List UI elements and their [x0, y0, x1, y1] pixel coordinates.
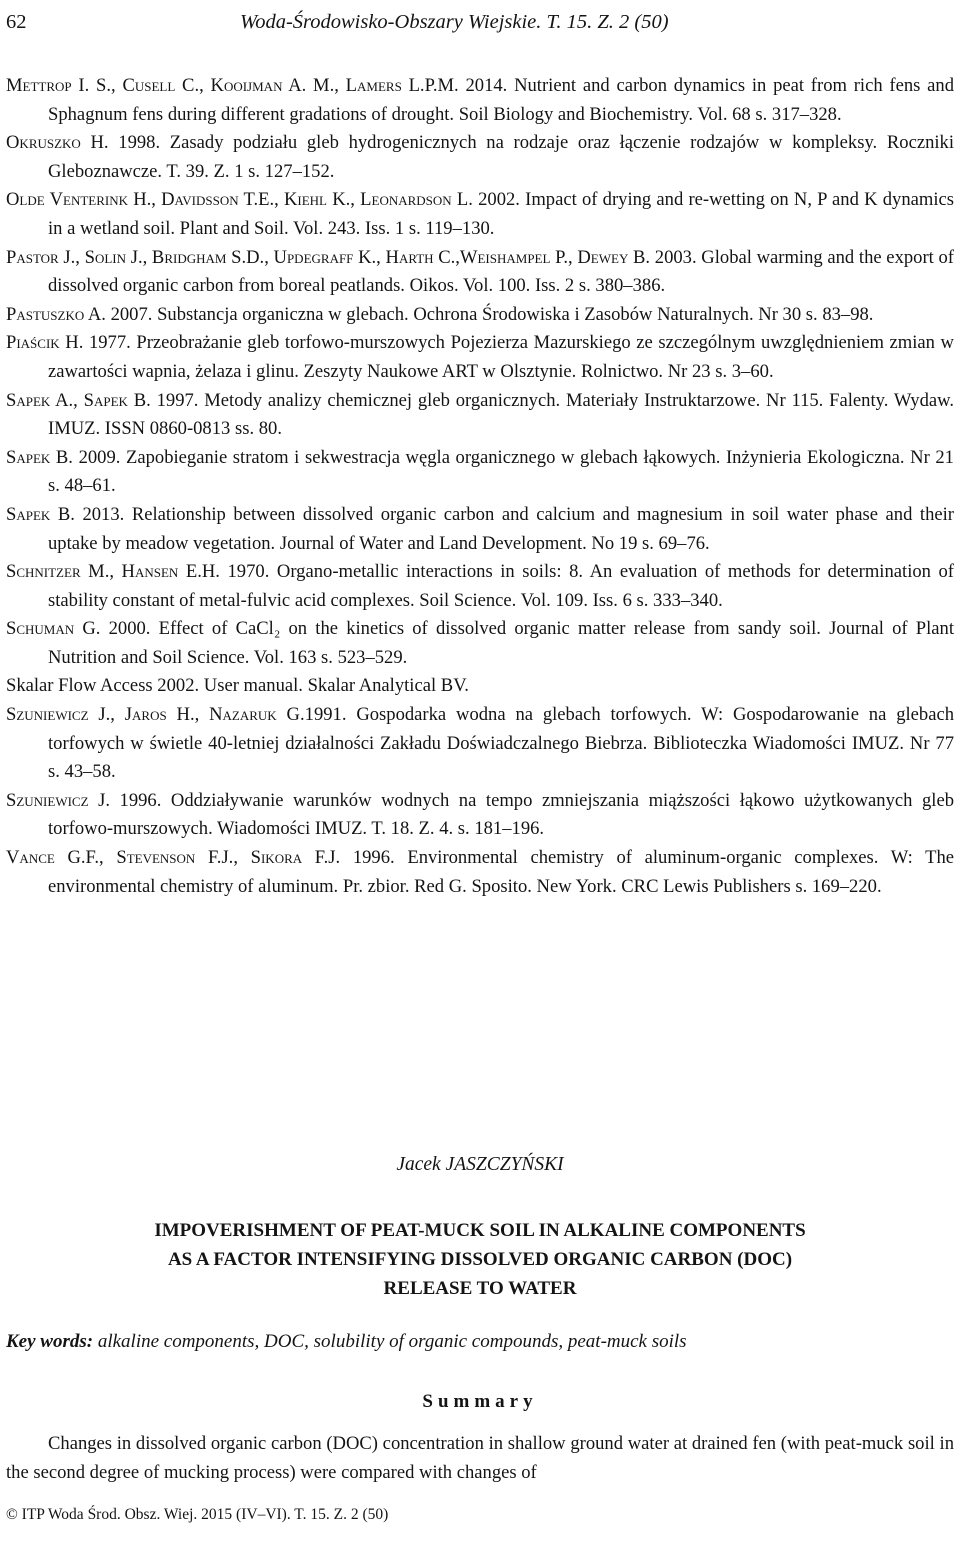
reference-item: [6, 701, 954, 787]
summary-heading: Summary: [422, 1391, 538, 1412]
reference-authors: Pastor J., Solin J., Bridgham S.D., Updegraff K., Harth C.,Weishampel P., Dewey B.: [6, 246, 651, 268]
reference-item: [6, 301, 954, 330]
reference-details: 1996. Environmental chemistry of aluminum-organic complexes. W: The environmental chemistry of aluminum. Pr. zbior. Red G. Sposito. New York. CRC Lewis Publishers s. 169–220.: [48, 847, 954, 897]
reference-authors: Szuniewicz J.: [6, 789, 110, 811]
reference-authors: Sapek B.: [6, 446, 73, 468]
reference-authors: Piaścik H.: [6, 332, 84, 354]
reference-item: [6, 329, 954, 386]
reference-details: 1998. Zasady podziału gleb hydrogenicznych na rodzaje oraz łączenie rodzajów w kompleksy. Roczniki Gleboznawcze. T. 39. Z. 1 s. 127–152.: [48, 132, 954, 182]
reference-authors: Vance G.F., Stevenson F.J., Sikora F.J.: [6, 847, 341, 869]
reference-item: [6, 787, 954, 844]
reference-item: [6, 501, 954, 558]
keywords: [6, 1331, 954, 1353]
reference-item: [6, 129, 954, 186]
reference-item: [6, 244, 954, 301]
article-author: Jacek JASZCZYŃSKI: [396, 1154, 564, 1175]
reference-details: 2014. Nutrient and carbon dynamics in peat from rich fens and Sphagnum fens during different gradations of drought. Soil Biology and Biochemistry. Vol. 68 s. 317–328.: [48, 75, 955, 125]
reference-item: [6, 387, 954, 444]
reference-details: 2002. Impact of drying and re-wetting on N, P and K dynamics in a wetland soil. Plant and Soil. Vol. 243. Iss. 1 s. 119–130.: [48, 189, 954, 239]
reference-item: [6, 186, 954, 243]
article-title-line: RELEASE TO WATER: [383, 1278, 577, 1299]
running-header: [6, 4, 950, 40]
reference-authors: Sapek B.: [6, 503, 75, 525]
keywords-label: Key words:: [6, 1331, 94, 1352]
reference-details: 1997. Metody analizy chemicznej gleb organicznych. Materiały Instruktarzowe. Nr 115. Falenty. Wydaw. IMUZ. ISSN 0860-0813 ss. 80.: [48, 389, 954, 440]
reference-details: 1977. Przeobrażanie gleb torfowo-murszowych Pojezierza Mazurskiego ze szczególnym uwzględnieniem zmian w zawartości wapnia, żelaza i glinu. Zeszyty Naukowe ART w Olsztynie. Rolnictwo. Nr 23 s. 3–60.: [48, 332, 954, 382]
reference-authors: Sapek A., Sapek B.: [6, 389, 151, 411]
reference-details: Skalar Flow Access 2002. User manual. Skalar Analytical BV.: [6, 675, 469, 697]
reference-details: 2003. Global warming and the export of dissolved organic carbon from boreal peatlands. Oikos. Vol. 100. Iss. 2 s. 380–386.: [48, 246, 954, 297]
reference-details: 2000. Effect of CaCl₂ on the kinetics of dissolved organic matter release from sandy soil. Journal of Plant Nutrition and Soil Science. Vol. 163 s. 523–529.: [48, 618, 954, 668]
keywords-text: alkaline components, DOC, solubility of organic compounds, peat-muck soils: [93, 1331, 687, 1352]
reference-authors: Mettrop I. S., Cusell C., Kooijman A. M., Lamers L.P.M.: [6, 75, 459, 96]
article-title-line: AS A FACTOR INTENSIFYING DISSOLVED ORGANIC CARBON (DOC): [167, 1249, 793, 1270]
reference-item: [6, 558, 954, 615]
reference-authors: Okruszko H.: [6, 132, 109, 154]
reference-authors: Szuniewicz J., Jaros H., Nazaruk G.: [6, 704, 305, 726]
reference-details: 2013. Relationship between dissolved organic carbon and calcium and magnesium in soil water phase and their uptake by meadow vegetation. Journal of Water and Land Development. No 19 s. 69–76.: [48, 503, 954, 554]
reference-authors: Schnitzer M., Hansen E.H.: [6, 561, 220, 583]
reference-list: [6, 72, 954, 901]
reference-item: [6, 844, 954, 901]
reference-authors: Schuman G.: [6, 618, 101, 640]
reference-details: 2007. Substancja organiczna w glebach. Ochrona Środowiska i Zasobów Naturalnych. Nr 30 s. 83–98.: [105, 303, 874, 325]
summary-text: Changes in dissolved organic carbon (DOC) concentration in shallow ground water at drained fen (with peat-muck soil in the second degree of mucking process) were compared with changes of: [6, 1433, 954, 1483]
reference-item: [6, 672, 954, 701]
reference-details: 2009. Zapobieganie stratom i sekwestracja węgla organicznego w glebach łąkowych. Inżynieria Ekologiczna. Nr 21 s. 48–61.: [48, 446, 954, 497]
reference-item: [6, 72, 954, 129]
reference-details: 1970. Organo-metallic interactions in soils: 8. An evaluation of methods for determination of stability constant of metal-fulvic acid complexes. Soil Science. Vol. 109. Iss. 6 s. 333–340.: [48, 561, 954, 611]
reference-authors: Olde Venterink H., Davidsson T.E., Kiehl K., Leonardson L.: [6, 189, 473, 211]
copyright-footer: © ITP Woda Środ. Obsz. Wiej. 2015 (IV–VI). T. 15. Z. 2 (50): [6, 1506, 389, 1523]
article-title: [0, 1216, 960, 1303]
reference-authors: Pastuszko A.: [6, 303, 106, 325]
article-title-line: IMPOVERISHMENT OF PEAT-MUCK SOIL IN ALKALINE COMPONENTS: [154, 1220, 806, 1241]
reference-item: [6, 615, 954, 672]
reference-item: [6, 444, 954, 501]
journal-title: Woda-Środowisko-Obszary Wiejskie. T. 15. Z. 2 (50): [240, 11, 669, 33]
reference-details: 1996. Oddziaływanie warunków wodnych na tempo zmniejszania miąższości łąkowo użytkowanych gleb torfowo-murszowych. Wiadomości IMUZ. T. 18. Z. 4. s. 181–196.: [48, 789, 954, 840]
reference-details: 1991. Gospodarka wodna na glebach torfowych. W: Gospodarowanie na glebach torfowych w świetle 40-letniej działalności Zakładu Doświadczalnego Biebrza. Biblioteczka Wiadomości IMUZ. Nr 77 s. 43–58.: [48, 704, 955, 783]
page-number: 62: [6, 11, 27, 33]
